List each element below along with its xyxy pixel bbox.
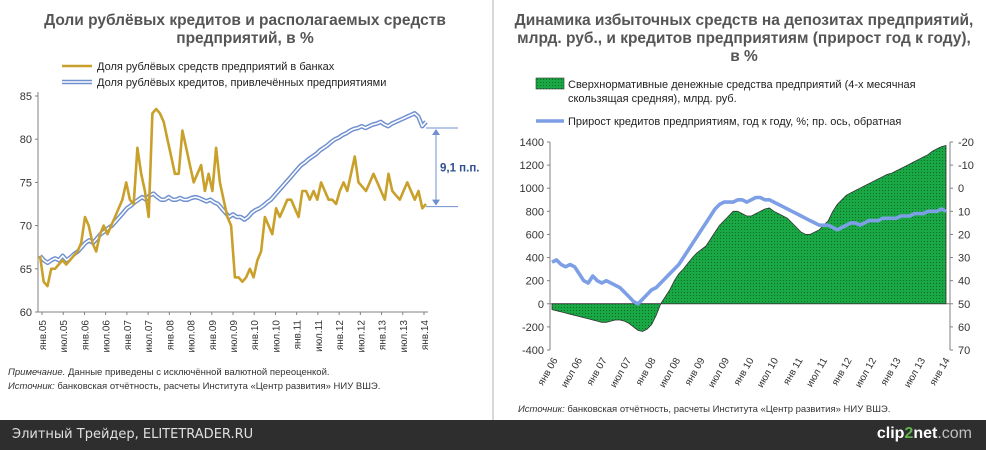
- right-y-tick-label: 400: [525, 252, 544, 265]
- right-legend-line-label: Прирост кредитов предприятиям, год к году, %; пр. ось, обратная: [568, 116, 902, 128]
- left-note-label: Примечание.: [8, 367, 66, 378]
- left-y-tick-label: 85: [19, 91, 32, 103]
- left-annotation-arrow-up: [432, 129, 440, 135]
- left-x-tick-label: янв.14: [420, 320, 431, 351]
- right-series-excess-funds-area: [552, 146, 946, 332]
- left-x-tick-label: июл.13: [398, 320, 410, 353]
- left-x-tick-label: янв.13: [377, 320, 389, 351]
- left-note: [8, 366, 330, 380]
- right-x-tick-label: янв 08: [633, 356, 659, 388]
- right-source: [518, 403, 890, 417]
- left-legend-credits-label: Доля рублёвых кредитов, привлечённых предприятиями: [97, 77, 387, 89]
- right-y-tick-label: 600: [525, 229, 544, 242]
- left-x-tick-label: янв.08: [165, 320, 177, 351]
- right-y-tick-label: 200: [525, 275, 544, 288]
- left-x-tick-label: янв.06: [80, 320, 92, 351]
- right-x-tick-label: янв 12: [829, 356, 855, 388]
- right-source-label: Источник:: [518, 404, 565, 415]
- right-legend-area-label: Сверхнормативные денежные средства предприятий (4-х месячная: [568, 79, 916, 91]
- left-source-label: Источник:: [8, 381, 55, 392]
- right-y2-tick-label: 40: [958, 275, 971, 288]
- left-x-tick-label: янв.11: [292, 320, 304, 350]
- left-source: [8, 380, 380, 394]
- left-x-tick-label: янв.07: [122, 320, 134, 351]
- right-y-tick-label: -200: [521, 321, 544, 334]
- right-y2-tick-label: 20: [958, 229, 971, 242]
- left-y-tick-label: 70: [19, 220, 32, 233]
- footer-bar: [0, 420, 986, 450]
- left-x-tick-label: янв.12: [335, 320, 347, 351]
- right-x-tick-label: янв 10: [731, 356, 757, 388]
- right-x-tick-label: янв 07: [584, 356, 610, 388]
- left-y-tick-label: 60: [19, 307, 32, 319]
- logo-part-net: net: [913, 425, 938, 442]
- left-x-tick-label: июл.12: [356, 320, 368, 353]
- right-y2-tick-label: 50: [958, 298, 971, 311]
- left-annotation-label: 9,1 п.п.: [440, 162, 480, 175]
- right-x-tick-label: июл 07: [608, 356, 635, 390]
- left-chart-svg: [0, 0, 492, 420]
- right-x-tick-label: июл 13: [902, 356, 929, 390]
- left-annotation-arrow-down: [432, 200, 440, 206]
- right-y-tick-label: 1000: [519, 183, 544, 196]
- left-source-text: банковская отчётность, расчеты Института «Центр развития» НИУ ВШЭ.: [54, 381, 381, 392]
- right-y-tick-label: 1400: [519, 137, 544, 149]
- left-x-tick-label: июл.05: [59, 320, 71, 353]
- left-chart-panel: [0, 0, 492, 420]
- right-x-tick-label: июл 09: [706, 356, 733, 390]
- left-x-tick-label: июл.07: [144, 320, 156, 353]
- right-x-tick-label: янв 14: [927, 356, 953, 388]
- footer-site-label: Элитный Трейдер, ELITETRADER.RU: [12, 427, 254, 442]
- right-x-tick-label: июл 11: [804, 356, 831, 390]
- left-x-tick-label: июл.08: [186, 320, 198, 353]
- right-x-tick-label: янв 11: [781, 356, 806, 387]
- left-y-tick-label: 80: [19, 134, 32, 147]
- right-x-tick-label: июл 12: [853, 356, 880, 390]
- logo-part-2: 2: [904, 425, 914, 442]
- right-y2-tick-label: -20: [958, 137, 974, 149]
- left-x-tick-label: янв.05: [38, 320, 49, 351]
- right-y2-tick-label: 60: [958, 321, 971, 334]
- right-y-tick-label: 0: [537, 298, 544, 311]
- right-y-tick-label: -400: [521, 345, 544, 357]
- right-x-tick-label: июл 06: [559, 356, 586, 390]
- right-y2-tick-label: 70: [958, 345, 971, 357]
- logo-part-com: .com: [937, 425, 972, 442]
- left-series-funds-line: [40, 109, 426, 286]
- right-x-tick-label: янв 09: [682, 356, 708, 388]
- right-y-tick-label: 800: [525, 206, 544, 219]
- left-x-tick-label: июл.11: [313, 320, 325, 352]
- right-y2-tick-label: 0: [958, 183, 965, 196]
- right-x-tick-label: июл 10: [755, 356, 782, 390]
- right-y-tick-label: 1200: [519, 160, 544, 173]
- left-chart-title: Доли рублёвых кредитов и располагаемых средств предприятий, в %: [44, 12, 446, 47]
- left-y-tick-label: 75: [19, 177, 32, 190]
- left-x-tick-label: июл.09: [229, 320, 240, 353]
- right-chart-title: Динамика избыточных средств на депозитах предприятий, млрд. руб., и кредитов предприятиям (прирост год к году), в %: [514, 12, 974, 65]
- right-legend-area-swatch: [536, 78, 564, 89]
- right-y2-tick-label: 10: [958, 206, 971, 219]
- right-source-text: банковская отчётность, расчеты Института «Центр развития» НИУ ВШЭ.: [564, 404, 891, 415]
- clip2net-logo[interactable]: [877, 425, 972, 443]
- logo-part-clip: clip: [876, 425, 905, 442]
- left-legend-funds-label: Доля рублёвых средств предприятий в банках: [97, 61, 335, 73]
- left-y-tick-label: 65: [19, 263, 32, 276]
- right-x-tick-label: янв 13: [878, 356, 904, 388]
- right-chart-panel: [494, 0, 986, 420]
- right-x-tick-label: янв 06: [535, 356, 561, 388]
- right-x-tick-label: июл 08: [657, 356, 684, 390]
- left-x-tick-label: янв.09: [207, 320, 219, 351]
- left-x-tick-label: июл.06: [101, 320, 113, 353]
- right-y2-tick-label: 30: [958, 252, 971, 265]
- right-y2-tick-label: -10: [958, 160, 974, 173]
- left-x-tick-label: янв.10: [250, 320, 262, 351]
- right-chart-svg: [494, 0, 986, 420]
- left-x-tick-label: июл.10: [271, 320, 283, 353]
- left-note-text: Данные приведены с исключённой валютной переоценкой.: [65, 367, 330, 378]
- right-legend-area-label-2: скользящая средняя), млрд. руб.: [568, 93, 737, 105]
